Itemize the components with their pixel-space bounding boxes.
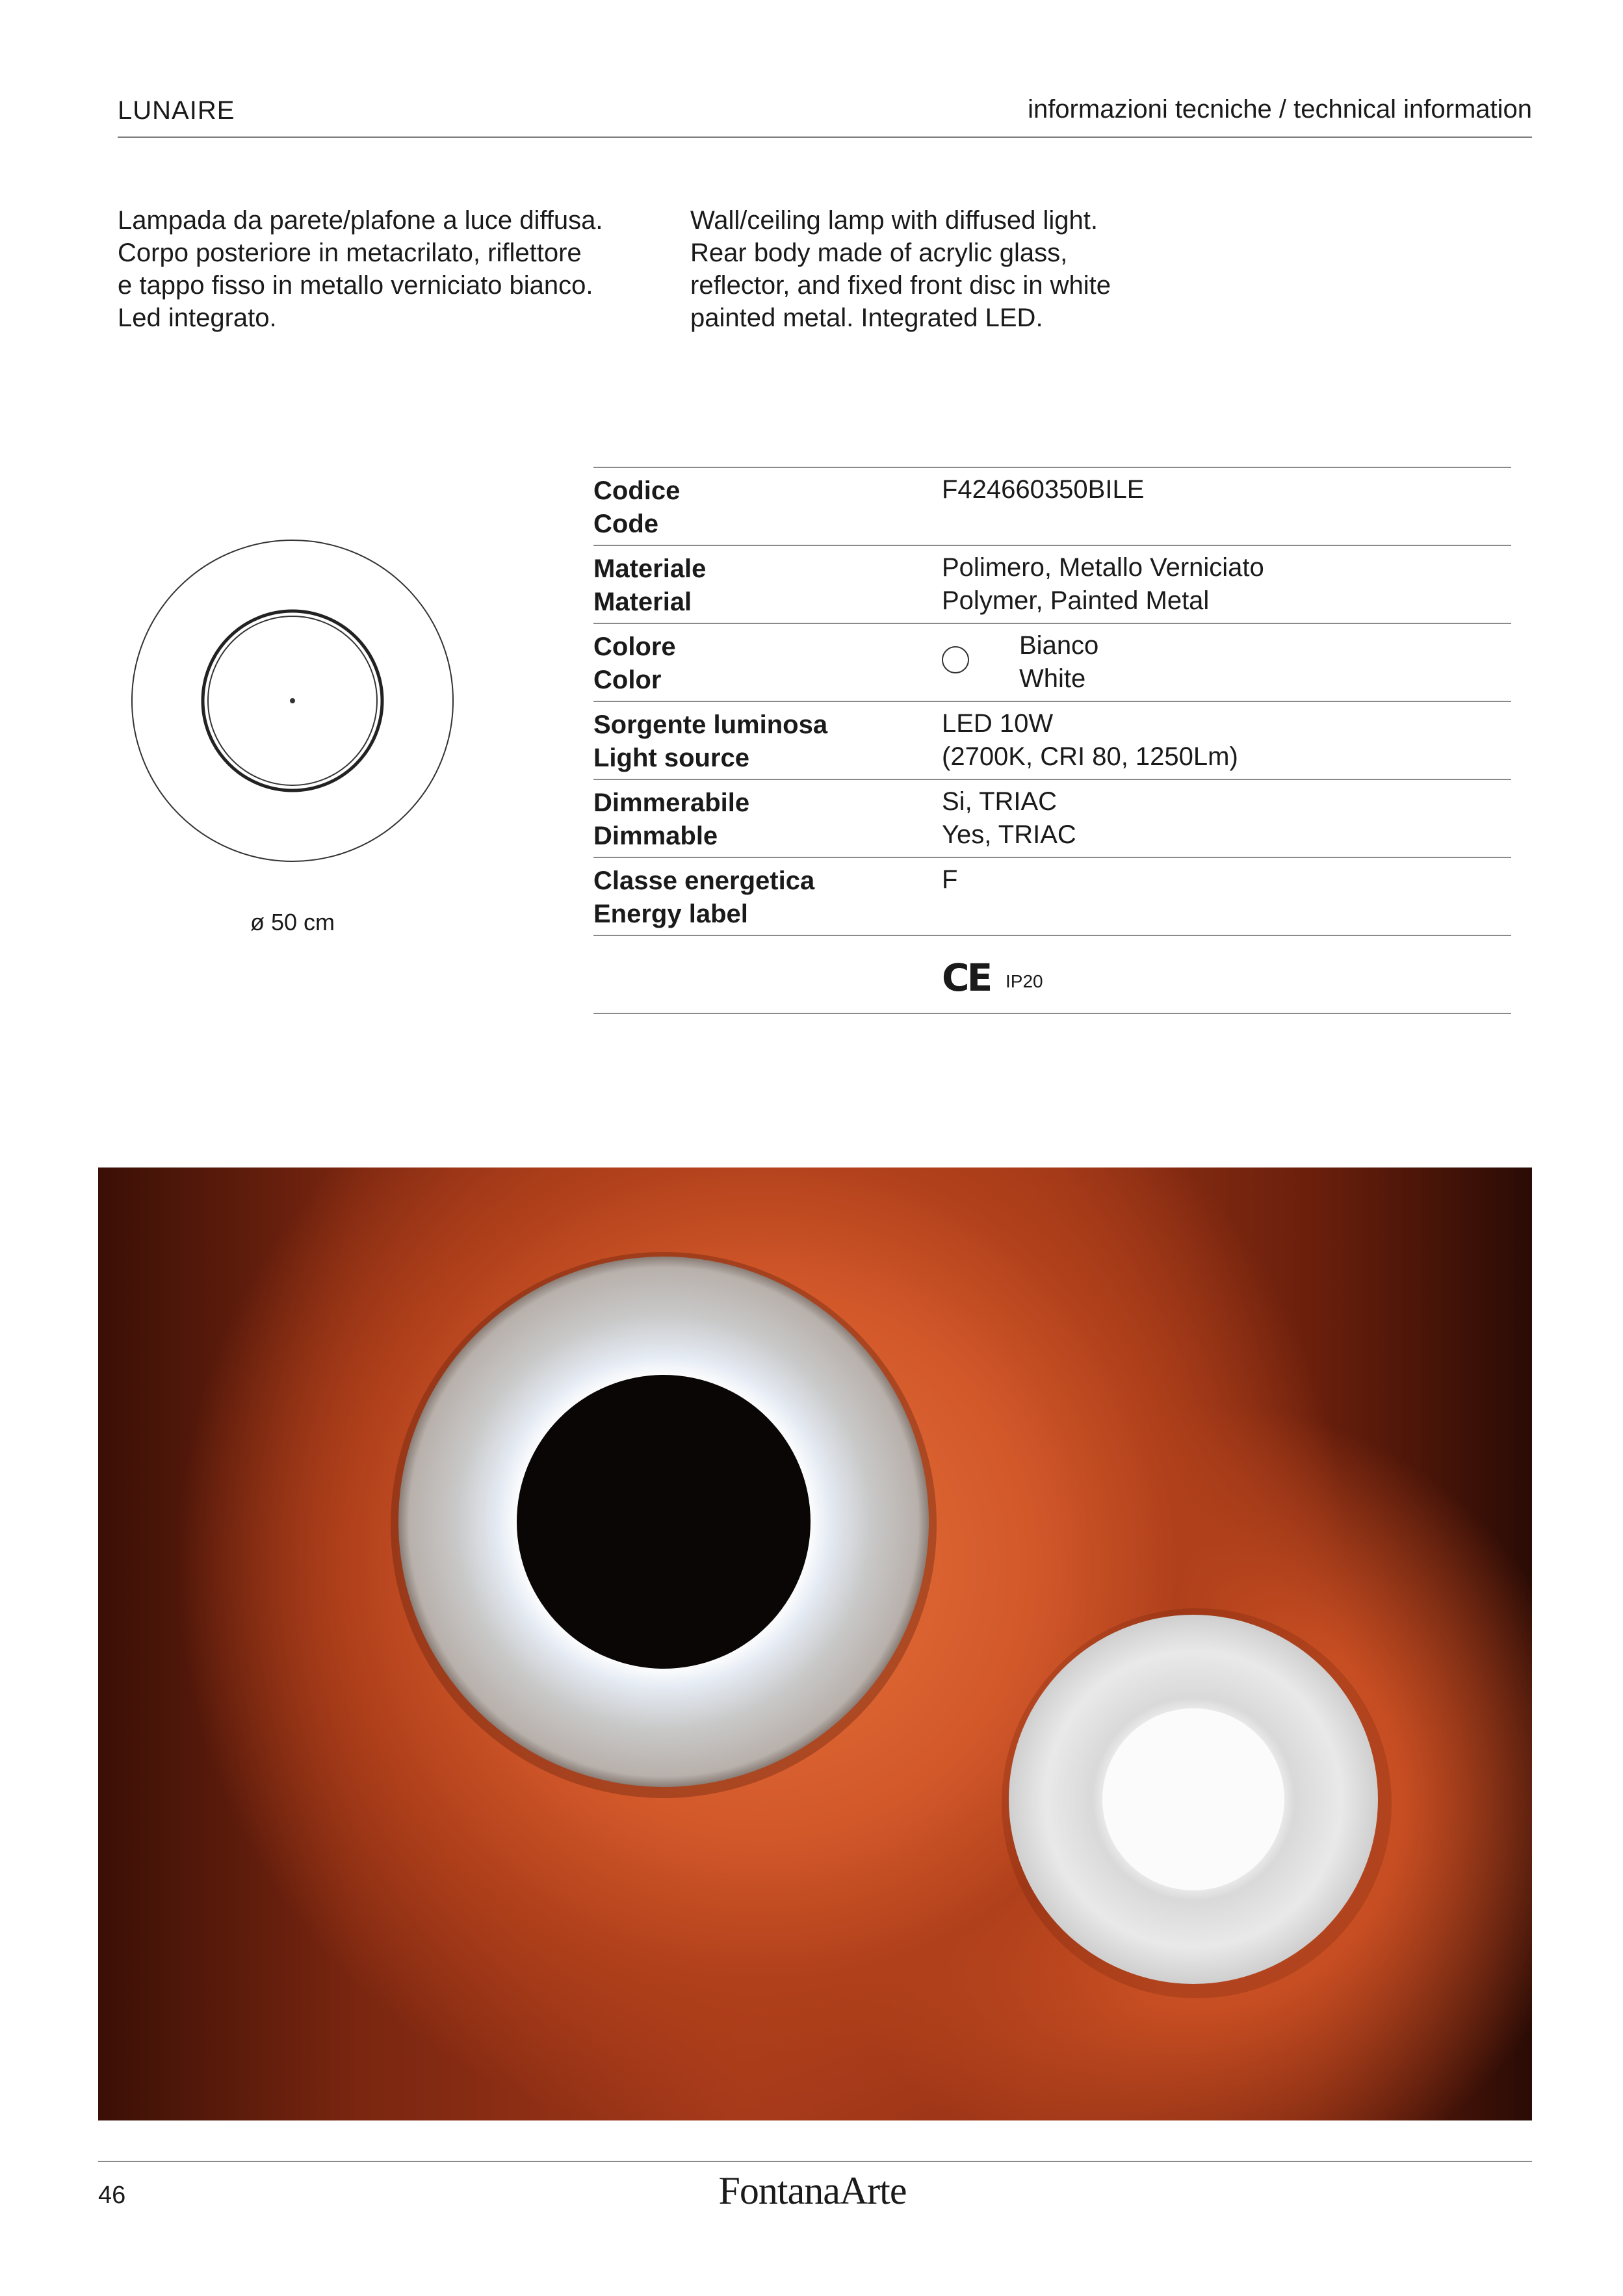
spec-label — [593, 631, 676, 697]
value-en: Polymer, Painted Metal — [942, 586, 1210, 615]
label-it: Sorgente luminosa — [593, 711, 828, 739]
header-divider — [118, 137, 1532, 138]
spec-value — [942, 473, 1144, 506]
label-en: Energy label — [593, 900, 748, 928]
spec-value — [942, 707, 1238, 774]
description-en-line: Rear body made of acrylic glass, — [690, 239, 1068, 267]
spec-table — [593, 467, 1511, 1014]
spec-label — [593, 553, 706, 619]
value-it: Bianco — [1019, 631, 1099, 660]
description-it-line: Corpo posteriore in metacrilato, riflettore — [118, 239, 582, 267]
spec-row-certifications — [593, 935, 1511, 1014]
label-en: Code — [593, 510, 658, 538]
spec-row-color — [593, 623, 1511, 701]
footer-divider — [98, 2161, 1532, 2162]
label-it: Dimmerabile — [593, 789, 750, 817]
spec-value — [1019, 629, 1098, 696]
value-line: LED 10W — [942, 709, 1054, 738]
label-it: Codice — [593, 476, 681, 505]
small-lamp-center — [1102, 1708, 1284, 1890]
description-italian — [118, 204, 657, 334]
label-en: Dimmable — [593, 822, 718, 850]
value-en: White — [1019, 664, 1086, 693]
value-line: (2700K, CRI 80, 1250Lm) — [942, 742, 1238, 771]
description-it-line: e tappo fisso in metallo verniciato bianco. — [118, 271, 593, 300]
product-name: LUNAIRE — [118, 96, 235, 125]
spec-label — [593, 475, 680, 541]
spec-label — [593, 865, 814, 931]
spec-value — [942, 785, 1076, 852]
technical-drawing — [130, 538, 455, 889]
label-it: Colore — [593, 633, 676, 661]
ce-mark-icon: CE — [942, 956, 991, 1000]
spec-value — [942, 863, 957, 896]
diameter-label: ø 50 cm — [250, 909, 335, 935]
value-en: Yes, TRIAC — [942, 820, 1076, 849]
description-english — [690, 204, 1230, 334]
label-en: Material — [593, 588, 692, 616]
description-it-line: Lampada da parete/plafone a luce diffusa. — [118, 206, 603, 235]
spec-row-material — [593, 545, 1511, 623]
page-number: 46 — [98, 2182, 126, 2209]
spec-row-code — [593, 467, 1511, 545]
spec-label — [593, 709, 827, 775]
section-title: informazioni tecniche / technical information — [1028, 95, 1532, 124]
value-it: Si, TRIAC — [942, 787, 1058, 816]
description-en-line: painted metal. Integrated LED. — [690, 304, 1043, 332]
spec-row-dimmable — [593, 779, 1511, 857]
spec-value — [942, 551, 1264, 618]
brand-logo: FontanaArte — [718, 2169, 907, 2212]
label-it: Materiale — [593, 554, 707, 583]
label-en: Color — [593, 666, 662, 694]
ip-rating: IP20 — [1006, 971, 1043, 991]
code-value: F424660350BILE — [942, 475, 1145, 504]
spec-row-energy — [593, 857, 1511, 935]
energy-class-value: F — [942, 865, 958, 894]
spec-row-light-source — [593, 701, 1511, 779]
value-it: Polimero, Metallo Verniciato — [942, 553, 1264, 582]
description-en-line: Wall/ceiling lamp with diffused light. — [690, 206, 1098, 235]
spec-label — [593, 787, 749, 853]
color-swatch — [942, 646, 969, 673]
label-it: Classe energetica — [593, 867, 815, 895]
description-it-line: Led integrato. — [118, 304, 277, 332]
large-lamp-center — [517, 1375, 811, 1669]
center-point — [290, 698, 295, 703]
description-en-line: reflector, and fixed front disc in white — [690, 271, 1111, 300]
product-photo — [98, 1168, 1532, 2120]
label-en: Light source — [593, 744, 750, 772]
